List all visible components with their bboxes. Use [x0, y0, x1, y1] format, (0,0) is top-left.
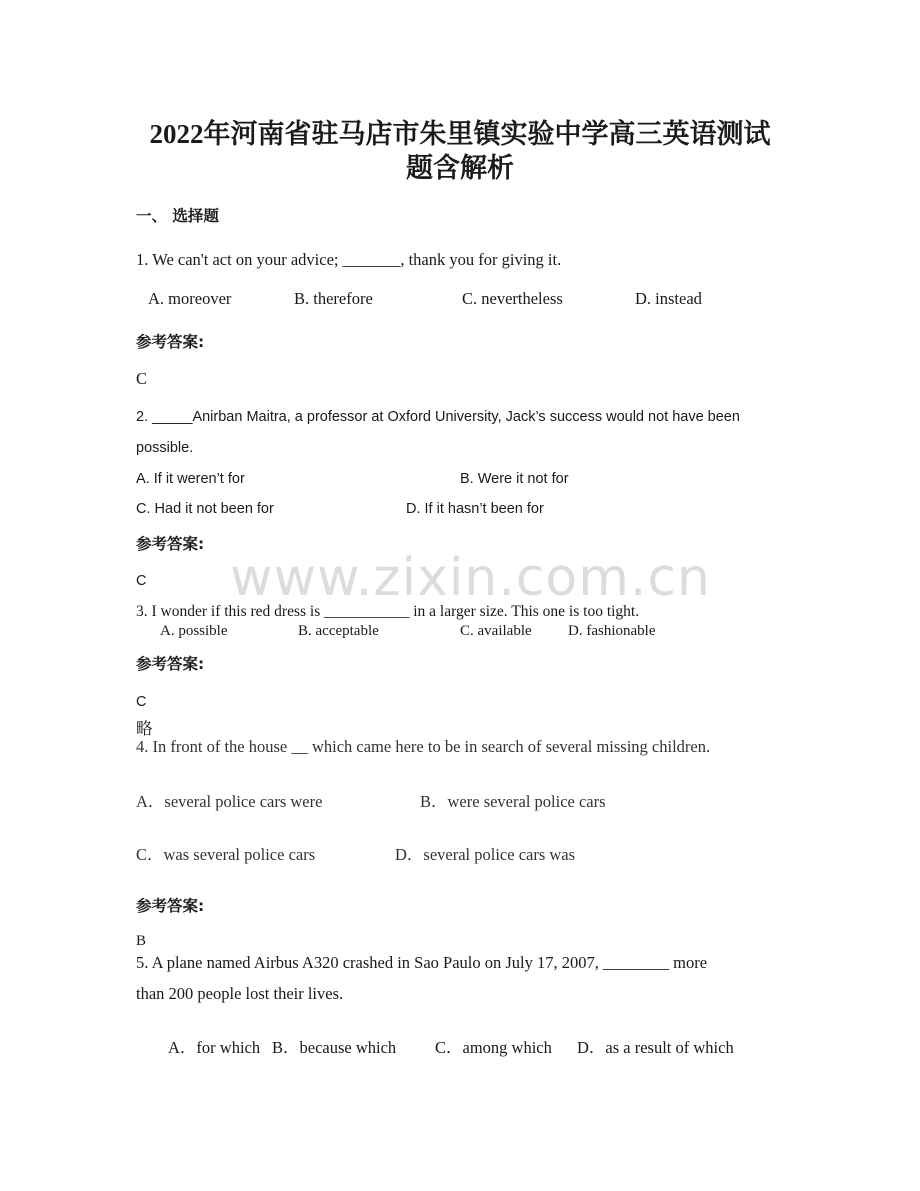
- q5-option-a: A．for which: [168, 1038, 261, 1057]
- q3-note: 略: [136, 719, 153, 738]
- q5-option-b: B．because which: [272, 1038, 397, 1057]
- q2-option-d: D. If it hasn’t been for: [406, 501, 544, 517]
- q3-stem: 3. I wonder if this red dress is ___________ in a larger size. This one is too tight.: [136, 603, 640, 620]
- q4-option-c: C．was several police cars: [136, 845, 316, 864]
- q3-option-b: B. acceptable: [298, 623, 379, 639]
- section-heading: 一、 选择题: [136, 207, 219, 225]
- q3-option-d: D. fashionable: [568, 623, 656, 639]
- document-title-line-1: 2022年河南省驻马店市朱里镇实验中学高三英语测试: [149, 119, 771, 149]
- q1-option-b: B. therefore: [294, 289, 373, 308]
- q2-stem-line-1: 2. _____Anirban Maitra, a professor at Oxford University, Jack’s success would not have been: [136, 409, 740, 425]
- q1-stem: 1. We can't act on your advice; _______, thank you for giving it.: [136, 250, 562, 269]
- q4-option-b: B．were several police cars: [420, 792, 606, 811]
- q4-answer-label: 参考答案:: [136, 897, 205, 915]
- q1-answer: C: [136, 369, 148, 388]
- q4-stem: 4. In front of the house __ which came here to be in search of several missing children.: [136, 737, 711, 756]
- q4-option-a: A．several police cars were: [136, 792, 323, 811]
- q3-option-a: A. possible: [160, 623, 228, 639]
- q1-answer-label: 参考答案:: [136, 333, 205, 351]
- q5-stem-line-2: than 200 people lost their lives.: [136, 984, 344, 1003]
- q2-option-c: C. Had it not been for: [136, 501, 274, 517]
- q1-option-c: C. nevertheless: [462, 289, 563, 308]
- q3-answer-label: 参考答案:: [136, 655, 205, 673]
- q2-option-a: A. If it weren’t for: [136, 471, 245, 487]
- q3-option-c: C. available: [460, 623, 532, 639]
- document-title-line-2: 题含解析: [406, 153, 514, 183]
- q4-answer: B: [136, 933, 147, 949]
- q5-option-d: D．as a result of which: [577, 1038, 734, 1057]
- q4-option-d: D．several police cars was: [395, 845, 576, 864]
- q1-option-a: A. moreover: [148, 289, 232, 308]
- q2-option-b: B. Were it not for: [460, 471, 569, 487]
- q1-option-d: D. instead: [635, 289, 702, 308]
- q5-option-c: C．among which: [435, 1038, 552, 1057]
- q3-answer: C: [136, 694, 147, 710]
- q5-stem-line-1: 5. A plane named Airbus A320 crashed in Sao Paulo on July 17, 2007, ________ more: [136, 953, 708, 972]
- q2-answer-label: 参考答案:: [136, 535, 205, 553]
- watermark: www.zixin.com.cn: [230, 548, 711, 608]
- q2-stem-line-2: possible.: [136, 440, 194, 456]
- q2-answer: C: [136, 573, 147, 589]
